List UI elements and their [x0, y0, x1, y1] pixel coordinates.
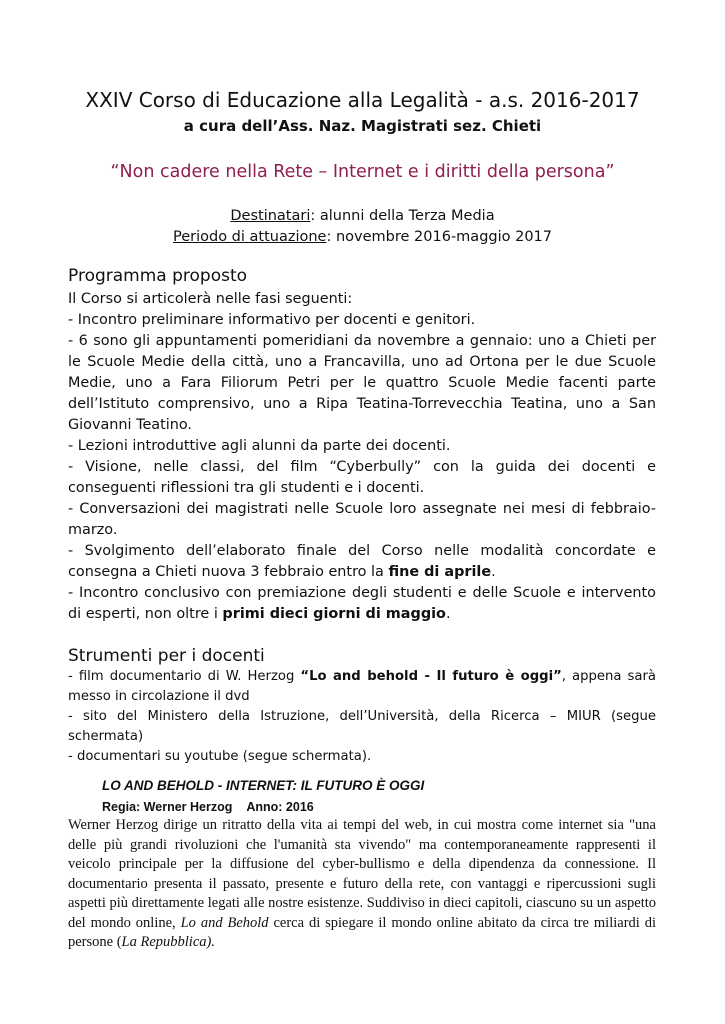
periodo-value: : novembre 2016-maggio 2017	[326, 229, 553, 245]
document-subtitle: a cura dell’Ass. Naz. Magistrati sez. Chieti	[183, 117, 542, 135]
programma-intro: Il Corso si articolerà nelle fasi seguenti:	[68, 291, 353, 307]
strumenti-item: - documentari su youtube (segue schermata).	[68, 749, 372, 764]
film-year: Anno: 2016	[246, 800, 314, 814]
programma-heading: Programma proposto	[68, 266, 248, 286]
programma-section	[68, 289, 656, 625]
programma-item: - Conversazioni dei magistrati nelle Scuole loro assegnate nei mesi di febbraio-marzo.	[68, 501, 656, 538]
destinatari-value: : alunni della Terza Media	[310, 208, 495, 224]
item-text: , appena sarà messo in circolazione il dvd	[68, 669, 656, 704]
programma-item: - 6 sono gli appuntamenti pomeridiani da novembre a gennaio: uno a Chieti per le Scuole Medie della città, uno a Francavilla, uno ad Ortona per le due Scuole Medie, uno a Fara Filiorum Petri per le quattro Scuole Medie facenti parte dell’Istituto comprensivo, uno a Ripa Teatina-Torrevecchia Teatina, uno a San Giovanni Teatino.	[68, 333, 656, 433]
periodo-label: Periodo di attuazione	[172, 229, 327, 245]
film-title: LO AND BEHOLD - INTERNET: IL FUTURO È OGGI	[102, 778, 425, 793]
programma-item: - Visione, nelle classi, del film “Cyberbully” con la guida dei docenti e conseguenti riflessioni tra gli studenti e i docenti.	[68, 459, 656, 496]
programma-item	[68, 583, 656, 625]
programma-item	[68, 541, 656, 583]
deadline-text: primi dieci giorni di maggio	[222, 606, 446, 622]
item-text: - Incontro conclusivo con premiazione degli studenti e delle Scuole e intervento di esperti, non oltre i	[68, 585, 656, 622]
film-credits	[102, 799, 314, 815]
strumenti-heading: Strumenti per i docenti	[68, 646, 265, 666]
item-text: - film documentario di W. Herzog	[68, 669, 301, 684]
item-text: .	[445, 606, 451, 622]
film-director: Regia: Werner Herzog	[102, 800, 233, 814]
periodo-line	[0, 227, 725, 247]
item-text: - Svolgimento dell’elaborato finale del Corso nelle modalità concordate e consegna a Chieti nuova 3 febbraio entro la	[68, 543, 656, 580]
desc-text: cerca di spiegare il mondo online abitato da circa tre miliardi di persone (	[68, 914, 656, 950]
deadline-text: fine di aprile	[388, 564, 492, 580]
programma-item: - Incontro preliminare informativo per docenti e genitori.	[68, 312, 476, 328]
item-text: .	[491, 564, 496, 580]
strumenti-section	[68, 667, 656, 767]
film-name-italic: Lo and Behold	[180, 914, 269, 931]
course-motto: “Non cadere nella Rete – Internet e i diritti della persona”	[110, 162, 615, 182]
strumenti-item: - sito del Ministero della Istruzione, dell’Università, della Ricerca – MIUR (segue schermata)	[68, 709, 656, 744]
programma-item: - Lezioni introduttive agli alunni da parte dei docenti.	[68, 438, 451, 454]
film-reference: “Lo and behold - Il futuro è oggi”	[300, 669, 562, 684]
source-citation: La Repubblica).	[121, 934, 215, 950]
strumenti-item	[68, 667, 656, 707]
document-title: XXIV Corso di Educazione alla Legalità - a.s. 2016-2017	[85, 88, 640, 112]
destinatari-label: Destinatari	[230, 208, 311, 224]
film-description	[68, 816, 656, 953]
destinatari-line	[0, 206, 725, 226]
desc-text: Werner Herzog dirige un ritratto della vita ai tempi del web, in cui mostra come internet sia "una delle più grandi rivoluzioni che l'umanità sta vivendo" ma contemporaneamente rappresenti il veicolo principale per la diffusione del cyber-bullismo e della dipendenza da connessione. Il documentario presenta il passato, presente e futuro della rete, con vantaggi e ripercussioni sugli aspetti più direttamente legati alle nostre esistenze. Suddiviso in dieci capitoli, ciascuno su un aspetto del mondo online,	[68, 817, 656, 931]
